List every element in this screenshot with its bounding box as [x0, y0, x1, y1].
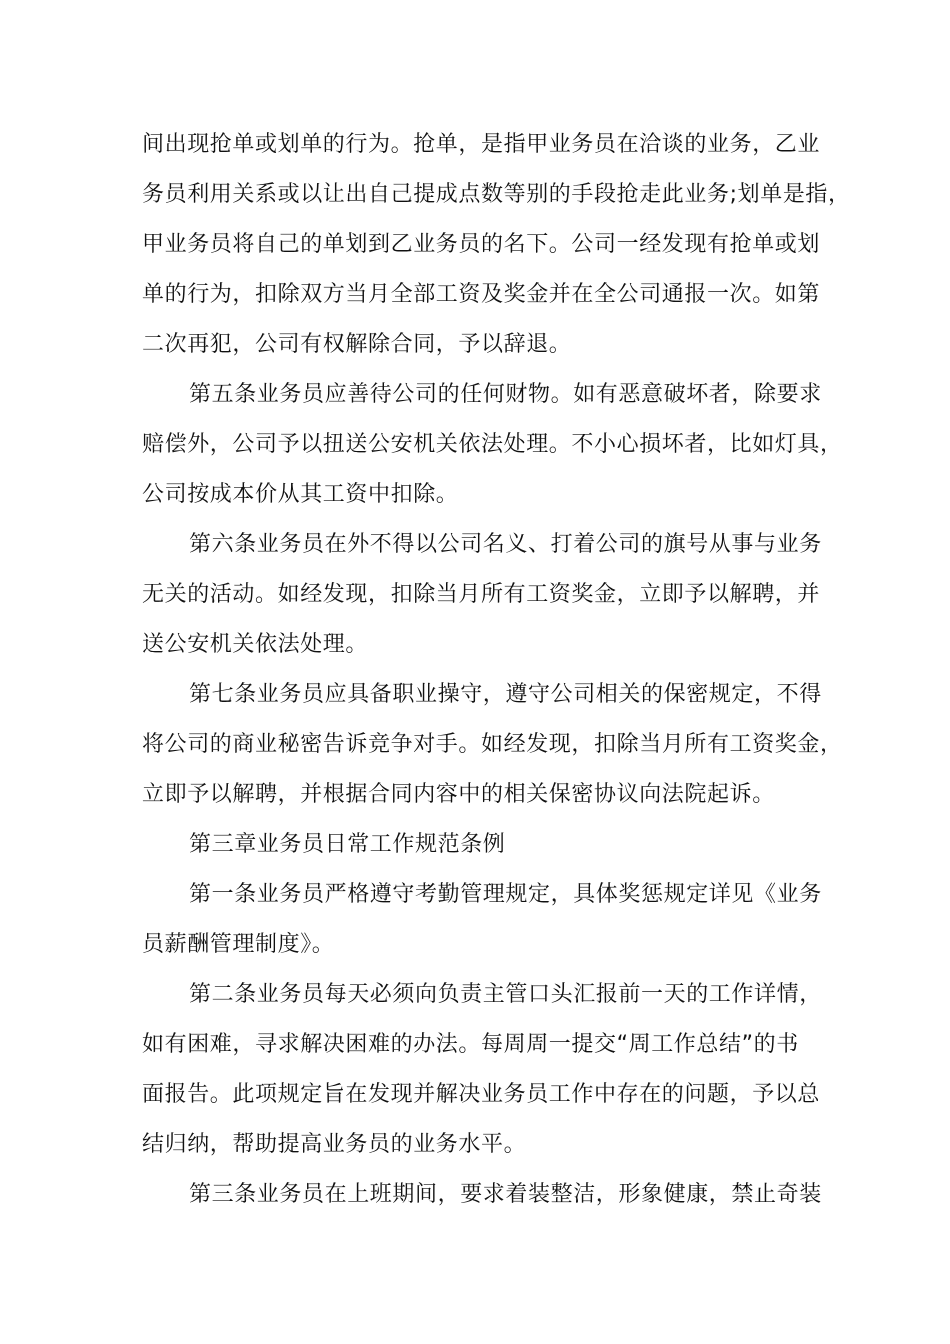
text-line: 第二条业务员每天必须向负责主管口头汇报前一天的工作详情，: [189, 982, 822, 1007]
text-line: 公司按成本价从其工资中扣除。: [142, 482, 459, 507]
text-line: 第五条业务员应善待公司的任何财物。如有恶意破坏者，除要求: [189, 382, 822, 407]
text-line: 将公司的商业秘密告诉竞争对手。如经发现，扣除当月所有工资奖金，: [142, 732, 843, 757]
text-line: 第六条业务员在外不得以公司名义、打着公司的旗号从事与业务: [189, 532, 822, 557]
text-line: 面报告。此项规定旨在发现并解决业务员工作中存在的问题，予以总: [142, 1082, 821, 1107]
text-line: 务员利用关系或以让出自己提成点数等别的手段抢走此业务;划单是指，: [142, 182, 851, 207]
article-2: [142, 970, 842, 1170]
article-1: [142, 870, 842, 970]
text-line: 单的行为，扣除双方当月全部工资及奖金并在全公司通报一次。如第: [142, 282, 821, 307]
article-7: [142, 670, 842, 820]
text-line: 结归纳，帮助提高业务员的业务水平。: [142, 1132, 527, 1157]
article-6: [142, 520, 842, 670]
chapter-title: 第三章业务员日常工作规范条例: [189, 832, 506, 857]
document-body: [142, 120, 851, 1220]
text-line: 二次再犯，公司有权解除合同，予以辞退。: [142, 332, 572, 357]
text-line: 间出现抢单或划单的行为。抢单，是指甲业务员在洽谈的业务，乙业: [142, 132, 821, 157]
text-line: 如有困难，寻求解决困难的办法。每周周一提交“周工作总结”的书: [142, 1032, 799, 1057]
text-line: 第三条业务员在上班期间，要求着装整洁，形象健康，禁止奇装: [189, 1182, 822, 1207]
text-line: 无关的活动。如经发现，扣除当月所有工资奖金，立即予以解聘，并: [142, 582, 821, 607]
paragraph-continuation: [142, 120, 851, 370]
text-line: 第一条业务员严格遵守考勤管理规定，具体奖惩规定详见《业务: [189, 882, 822, 907]
text-line: 甲业务员将自己的单划到乙业务员的名下。公司一经发现有抢单或划: [142, 232, 821, 257]
text-line: 员薪酬管理制度》。: [142, 932, 335, 957]
text-line: 第七条业务员应具备职业操守，遵守公司相关的保密规定，不得: [189, 682, 822, 707]
text-line: 送公安机关依法处理。: [142, 632, 369, 657]
chapter-heading: [142, 820, 842, 870]
text-line: 立即予以解聘，并根据合同内容中的相关保密协议向法院起诉。: [142, 782, 775, 807]
text-line: 赔偿外，公司予以扭送公安机关依法处理。不小心损坏者，比如灯具，: [142, 432, 843, 457]
article-5: [142, 370, 842, 520]
article-3: [142, 1170, 842, 1220]
